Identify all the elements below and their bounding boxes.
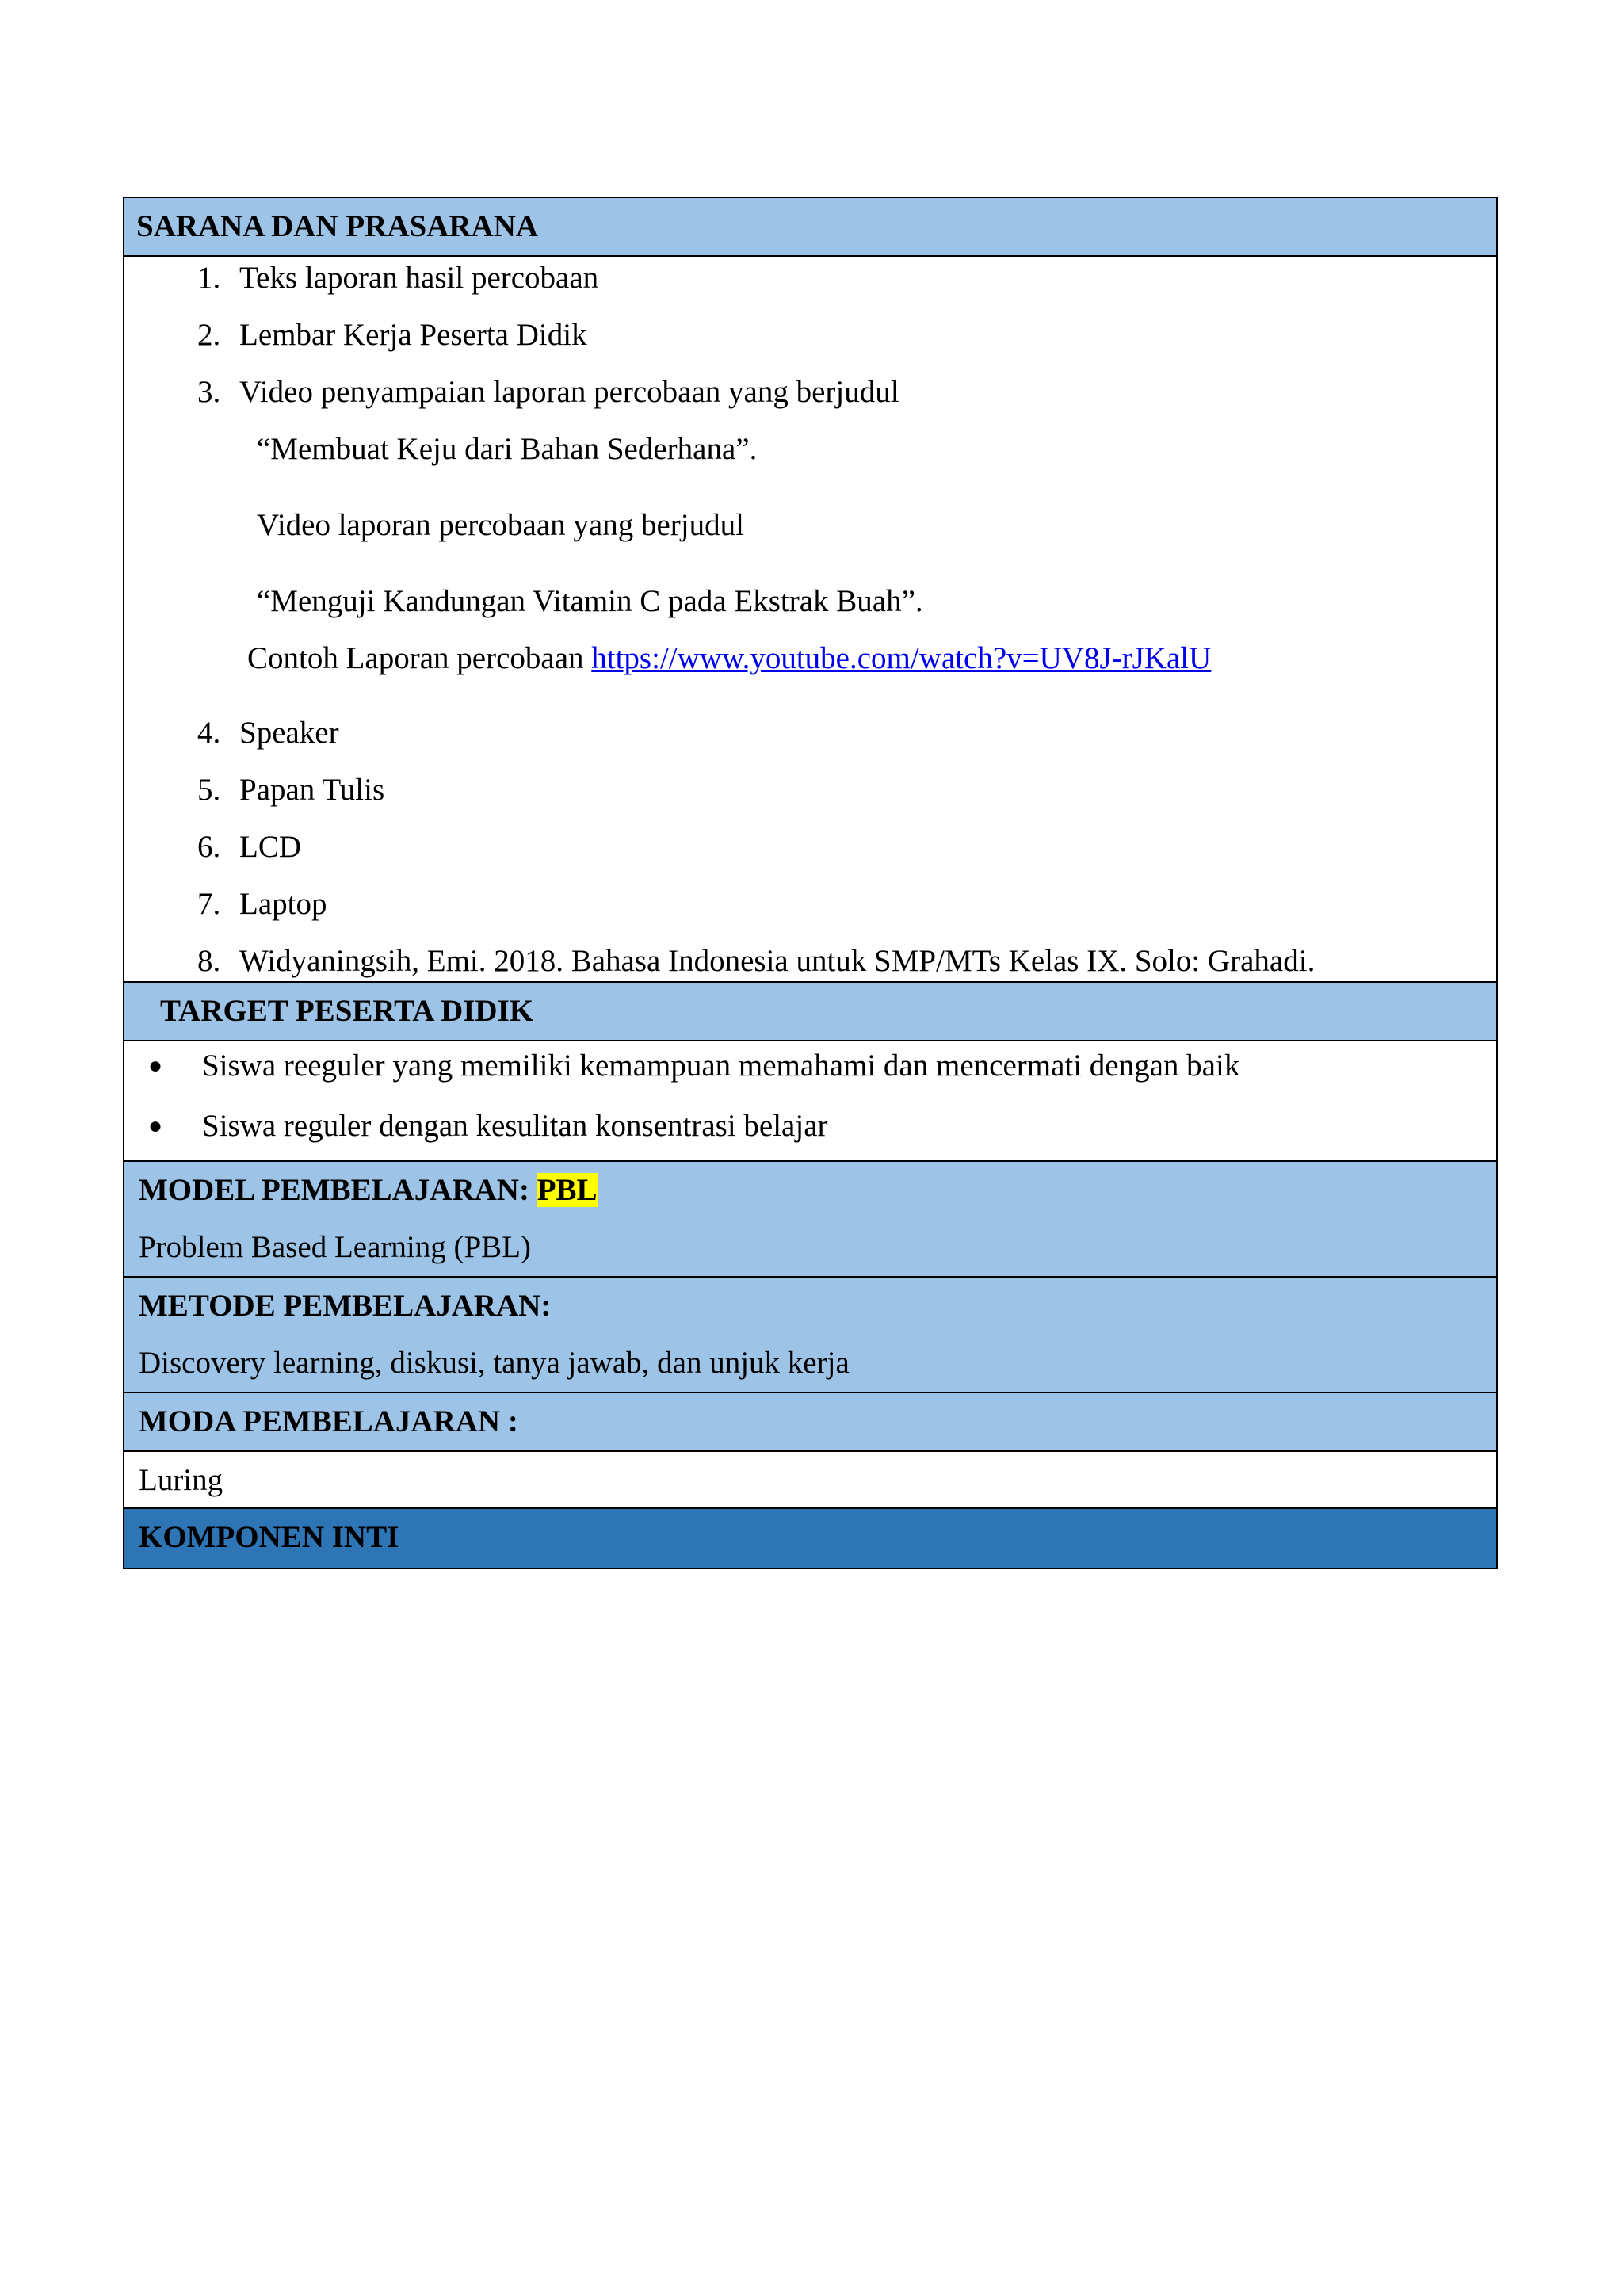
target-header	[124, 983, 1496, 1041]
moda-section	[124, 1393, 1496, 1452]
list-item-number: 6.	[197, 830, 221, 864]
model-title	[139, 1162, 1496, 1219]
list-item-text: Papan Tulis	[239, 773, 385, 807]
list-item-number: 7.	[197, 887, 221, 921]
list-item-number: 8.	[197, 944, 221, 978]
list-item-number: 1.	[197, 261, 221, 295]
moda-value-row	[124, 1452, 1496, 1509]
sub-line-text: “Menguji Kandungan Vitamin C pada Ekstrak Buah”.	[257, 584, 923, 618]
bullet-icon: ●	[148, 1052, 163, 1079]
list-item-text: Laptop	[239, 887, 327, 921]
list-item-text: Video penyampaian laporan percobaan yang berjudul	[239, 375, 899, 409]
bullet-text: Siswa reeguler yang memiliki kemampuan memahami dan mencermati dengan baik	[202, 1049, 1240, 1083]
metode-title: METODE PEMBELAJARAN:	[139, 1289, 552, 1323]
komponen-header	[124, 1509, 1496, 1568]
model-title-prefix: MODEL PEMBELAJARAN:	[139, 1173, 537, 1207]
list-item-number: 5.	[197, 773, 221, 807]
model-section	[124, 1162, 1496, 1278]
list-item-text: Speaker	[239, 716, 339, 750]
target-list	[124, 1041, 1496, 1162]
bullet-text: Siswa reguler dengan kesulitan konsentrasi belajar	[202, 1109, 828, 1143]
moda-title: MODA PEMBELAJARAN :	[139, 1404, 518, 1438]
sarana-header	[124, 198, 1496, 257]
model-title-highlight: PBL	[537, 1173, 598, 1207]
model-text: Problem Based Learning (PBL)	[139, 1230, 531, 1264]
sub-line-text: “Membuat Keju dari Bahan Sederhana”.	[257, 432, 758, 466]
list-item-number: 3.	[197, 375, 221, 409]
metode-section	[124, 1278, 1496, 1393]
list-item-text: Teks laporan hasil percobaan	[239, 261, 599, 295]
metode-text: Discovery learning, diskusi, tanya jawab, dan unjuk kerja	[139, 1346, 850, 1380]
list-item-text: LCD	[239, 830, 301, 864]
sub-line-text: Video laporan percobaan yang berjudul	[257, 508, 744, 542]
bullet-icon: ●	[148, 1113, 163, 1139]
document-table	[123, 197, 1498, 1569]
moda-value: Luring	[139, 1463, 223, 1497]
list-item-text: Widyaningsih, Emi. 2018. Bahasa Indonesia untuk SMP/MTs Kelas IX. Solo: Grahadi.	[239, 944, 1316, 978]
sarana-list	[124, 257, 1496, 983]
list-item-number: 4.	[197, 716, 221, 750]
sarana-header-text: SARANA DAN PRASARANA	[136, 209, 539, 243]
youtube-link[interactable]: https://www.youtube.com/watch?v=UV8J-rJKalU	[591, 641, 1212, 675]
list-item-number: 2.	[197, 318, 221, 352]
target-header-text: TARGET PESERTA DIDIK	[160, 994, 534, 1028]
contoh-label: Contoh Laporan percobaan	[247, 641, 592, 675]
komponen-title: KOMPONEN INTI	[139, 1520, 399, 1554]
list-item-text: Lembar Kerja Peserta Didik	[239, 318, 587, 352]
